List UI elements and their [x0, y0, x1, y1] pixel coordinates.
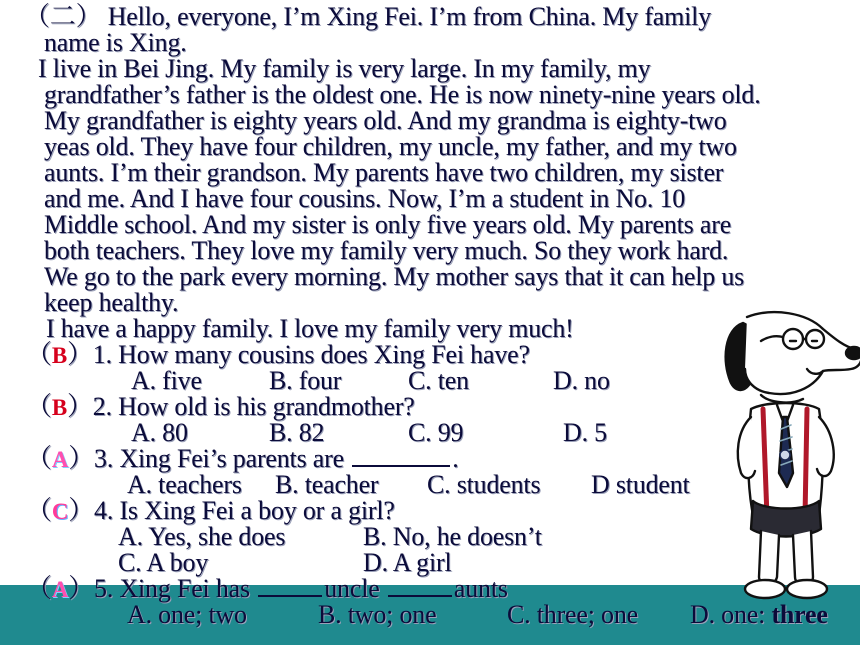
question-1-text: 1. How many cousins does Xing Fei have? — [92, 340, 530, 369]
paren-close: ） — [66, 392, 93, 421]
q5-option-d-label: D. one: — [690, 600, 772, 629]
passage-line-2: name is Xing. — [44, 28, 187, 57]
passage-text: Hello, everyone, I’m Xing Fei. I’m from China. My family — [107, 2, 711, 31]
question-5-mid: uncle — [324, 574, 380, 603]
passage-line-1 — [24, 4, 711, 30]
paren-close: ） — [68, 444, 95, 473]
q5-option-d-value: three — [771, 600, 828, 629]
question-1 — [26, 342, 530, 369]
q5-option-d — [690, 602, 828, 628]
q2-option-c: C. 99 — [408, 418, 464, 447]
question-4-text: 4. Is Xing Fei a boy or a girl? — [94, 496, 395, 525]
snoopy-illustration — [695, 305, 860, 605]
answer-blank — [352, 465, 450, 467]
passage-line-7: aunts. I’m their grandson. My parents have two children, my sister — [44, 158, 724, 187]
answer-3: A — [51, 447, 69, 472]
paren-close: ） — [68, 496, 95, 525]
question-2 — [26, 394, 415, 421]
paren-close: ） — [66, 340, 93, 369]
q3-option-c: C. students — [427, 470, 541, 499]
q2-option-d: D. 5 — [563, 418, 607, 447]
question-3-end: . — [452, 444, 459, 473]
q5-option-a: A. one; two — [127, 600, 247, 629]
paren-close: ） — [68, 574, 95, 603]
q1-option-c: C. ten — [408, 366, 469, 395]
paren-open: （ — [26, 340, 52, 369]
answer-blank-1 — [258, 595, 322, 597]
paren-open: （ — [26, 392, 52, 421]
passage-line-8: and me. And I have four cousins. Now, I’m a student in No. 10 — [44, 184, 686, 213]
passage-line-13: I have a happy family. I love my family very much! — [46, 314, 574, 343]
paren-open: （ — [26, 444, 52, 473]
answer-blank-2 — [388, 595, 452, 597]
q3-option-a: A. teachers — [127, 470, 242, 499]
passage-line-4: grandfather’s father is the oldest one. He is now ninety-nine years old. — [44, 80, 761, 109]
passage-line-12: keep healthy. — [44, 288, 179, 317]
question-5-end: aunts — [453, 574, 508, 603]
passage-line-6: yeas old. They have four children, my uncle, my father, and my two — [44, 132, 737, 161]
q5-option-b: B. two; one — [318, 600, 437, 629]
question-5-text: 5. Xing Fei has — [94, 574, 250, 603]
q3-option-b: B. teacher — [275, 470, 379, 499]
q5-option-c: C. three; one — [507, 600, 638, 629]
answer-4: C — [51, 499, 69, 524]
section-marker: （二） — [24, 2, 102, 31]
q1-option-a: A. five — [131, 366, 202, 395]
q4-option-a: A. Yes, she does — [118, 522, 286, 551]
question-5 — [26, 576, 508, 603]
q4-option-c: C. A boy — [118, 548, 209, 577]
q2-option-a: A. 80 — [131, 418, 188, 447]
q3-option-d: D student — [591, 470, 690, 499]
q4-option-d: D. A girl — [363, 548, 452, 577]
answer-5: A — [51, 577, 69, 602]
answer-1: B — [51, 343, 67, 368]
paren-open: （ — [26, 574, 52, 603]
question-2-text: 2. How old is his grandmother? — [92, 392, 415, 421]
paren-open: （ — [26, 496, 52, 525]
answer-2: B — [51, 395, 67, 420]
passage-line-3: I live in Bei Jing. My family is very large. In my family, my — [38, 54, 651, 83]
passage-line-5: My grandfather is eighty years old. And my grandma is eighty-two — [44, 106, 727, 135]
q1-option-b: B. four — [269, 366, 342, 395]
question-3-text: 3. Xing Fei’s parents are — [94, 444, 344, 473]
question-3 — [26, 446, 459, 473]
passage-line-9: Middle school. And my sister is only five years old. My parents are — [44, 210, 732, 239]
q1-option-d: D. no — [553, 366, 610, 395]
passage-line-10: both teachers. They love my family very much. So they work hard. — [44, 236, 729, 265]
q4-option-b: B. No, he doesn’t — [363, 522, 542, 551]
passage-line-11: We go to the park every morning. My mother says that it can help us — [44, 262, 745, 291]
question-4 — [26, 498, 395, 525]
q2-option-b: B. 82 — [269, 418, 325, 447]
